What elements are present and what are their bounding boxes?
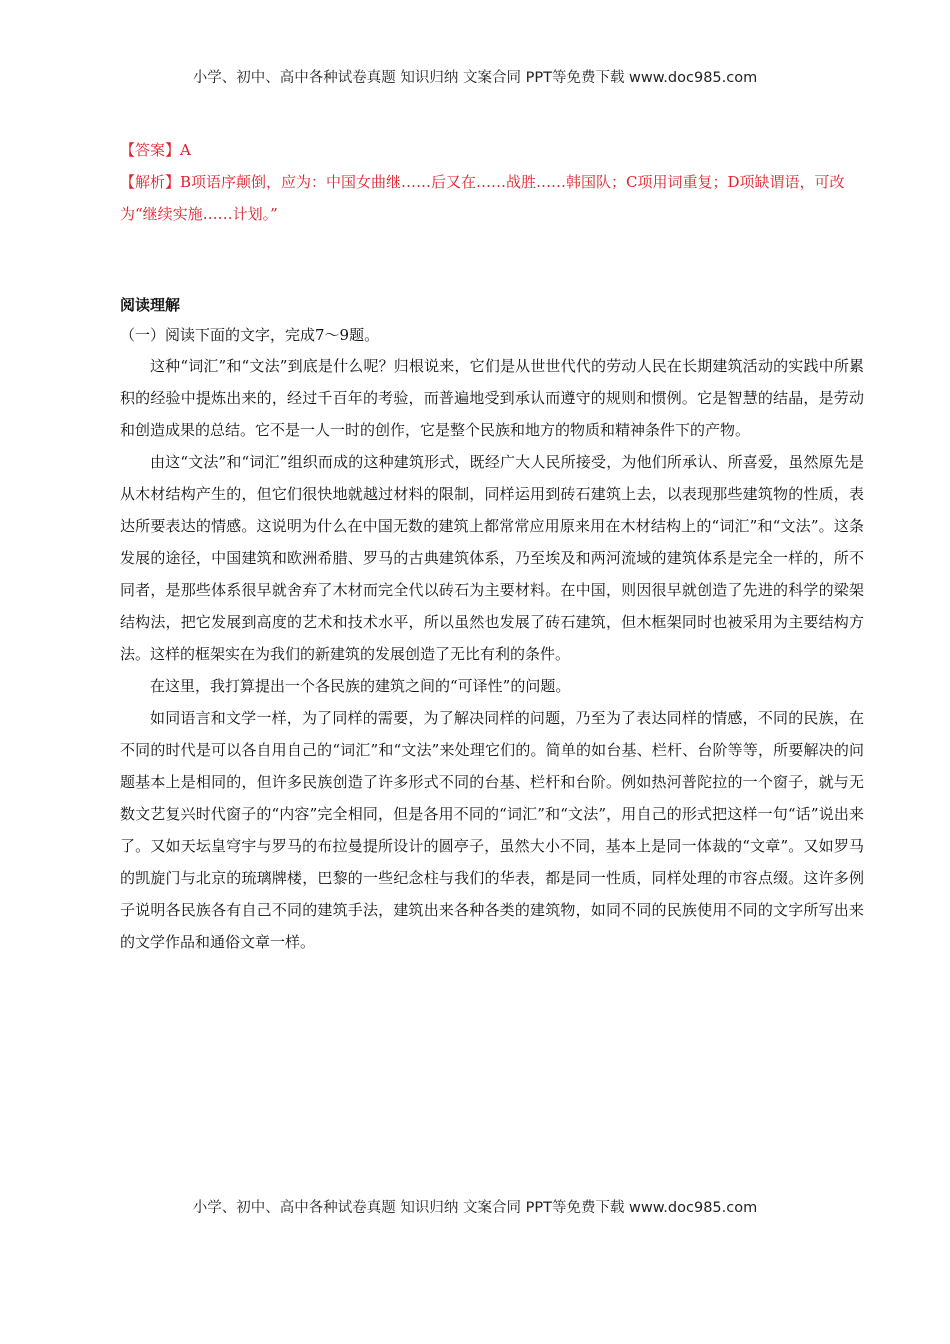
analysis-paragraph: 【解析】B项语序颠倒，应为：中国女曲继……后又在……战胜……韩国队；C项用词重复；D项缺谓语，可改为“继续实施……计划。” <box>120 173 845 223</box>
body-paragraph-2: 由这“文法”和“词汇”组织而成的这种建筑形式，既经广大人民所接受，为他们所承认、所喜爱，虽然原先是从木材结构产生的，但它们很快地就越过材料的限制，同样运用到砖石建筑上去，以表现那些建筑物的性质，表达所要表达的情感。这说明为什么在中国无数的建筑上都常常应用原来用在木材结构上的“词汇”和“文法”。这条发展的途径，中国建筑和欧洲希腊、罗马的古典建筑体系，乃至埃及和两河流域的建筑体系是完全一样的，所不同者，是那些体系很早就舍弃了木材而完全代以砖石为主要材料。在中国，则因很早就创造了先进的科学的梁架结构法，把它发展到高度的艺术和技术水平，所以虽然也发展了砖石建筑，但木框架同时也被采用为主要结构方法。这样的框架实在为我们的新建筑的发展创造了无比有利的条件。 <box>120 453 864 663</box>
page-header: 小学、初中、高中各种试卷真题 知识归纳 文案合同 PPT等免费下载 www.doc985.com <box>192 70 758 86</box>
body-paragraph-3: 在这里，我打算提出一个各民族的建筑之间的“可译性”的问题。 <box>150 677 571 695</box>
section-title: 阅读理解 <box>120 296 181 314</box>
body-paragraph-1: 这种“词汇”和“文法”到底是什么呢？归根说来，它们是从世世代代的劳动人民在长期建筑活动的实践中所累积的经验中提炼出来的，经过千百年的考验，而普遍地受到承认而遵守的规则和惯例。它是智慧的结晶，是劳动和创造成果的总结。它不是一人一时的创作，它是整个民族和地方的物质和精神条件下的产物。 <box>120 357 864 439</box>
question-instruction: （一）阅读下面的文字，完成7～9题。 <box>120 326 380 344</box>
body-paragraph-4: 如同语言和文学一样，为了同样的需要，为了解决同样的问题，乃至为了表达同样的情感，不同的民族，在不同的时代是可以各自用自己的“词汇”和“文法”来处理它们的。简单的如台基、栏杆、台阶等等，所要解决的问题基本上是相同的，但许多民族创造了许多形式不同的台基、栏杆和台阶。例如热河普陀拉的一个窗子，就与无数文艺复兴时代窗子的“内容”完全相同，但是各用不同的“词汇”和“文法”，用自己的形式把这样一句“话”说出来了。又如天坛皇穹宇与罗马的布拉曼提所设计的圆亭子，虽然大小不同，基本上是同一体裁的“文章”。又如罗马的凯旋门与北京的琉璃牌楼，巴黎的一些纪念柱与我们的华表，都是同一性质，同样处理的市容点缀。这许多例子说明各民族各有自己不同的建筑手法，建筑出来各种各类的建筑物，如同不同的民族使用不同的文字所写出来的文学作品和通俗文章一样。 <box>120 709 864 951</box>
answer-line: 【答案】A <box>120 141 191 159</box>
page-footer: 小学、初中、高中各种试卷真题 知识归纳 文案合同 PPT等免费下载 www.doc985.com <box>192 1200 758 1216</box>
document-body <box>120 134 864 958</box>
